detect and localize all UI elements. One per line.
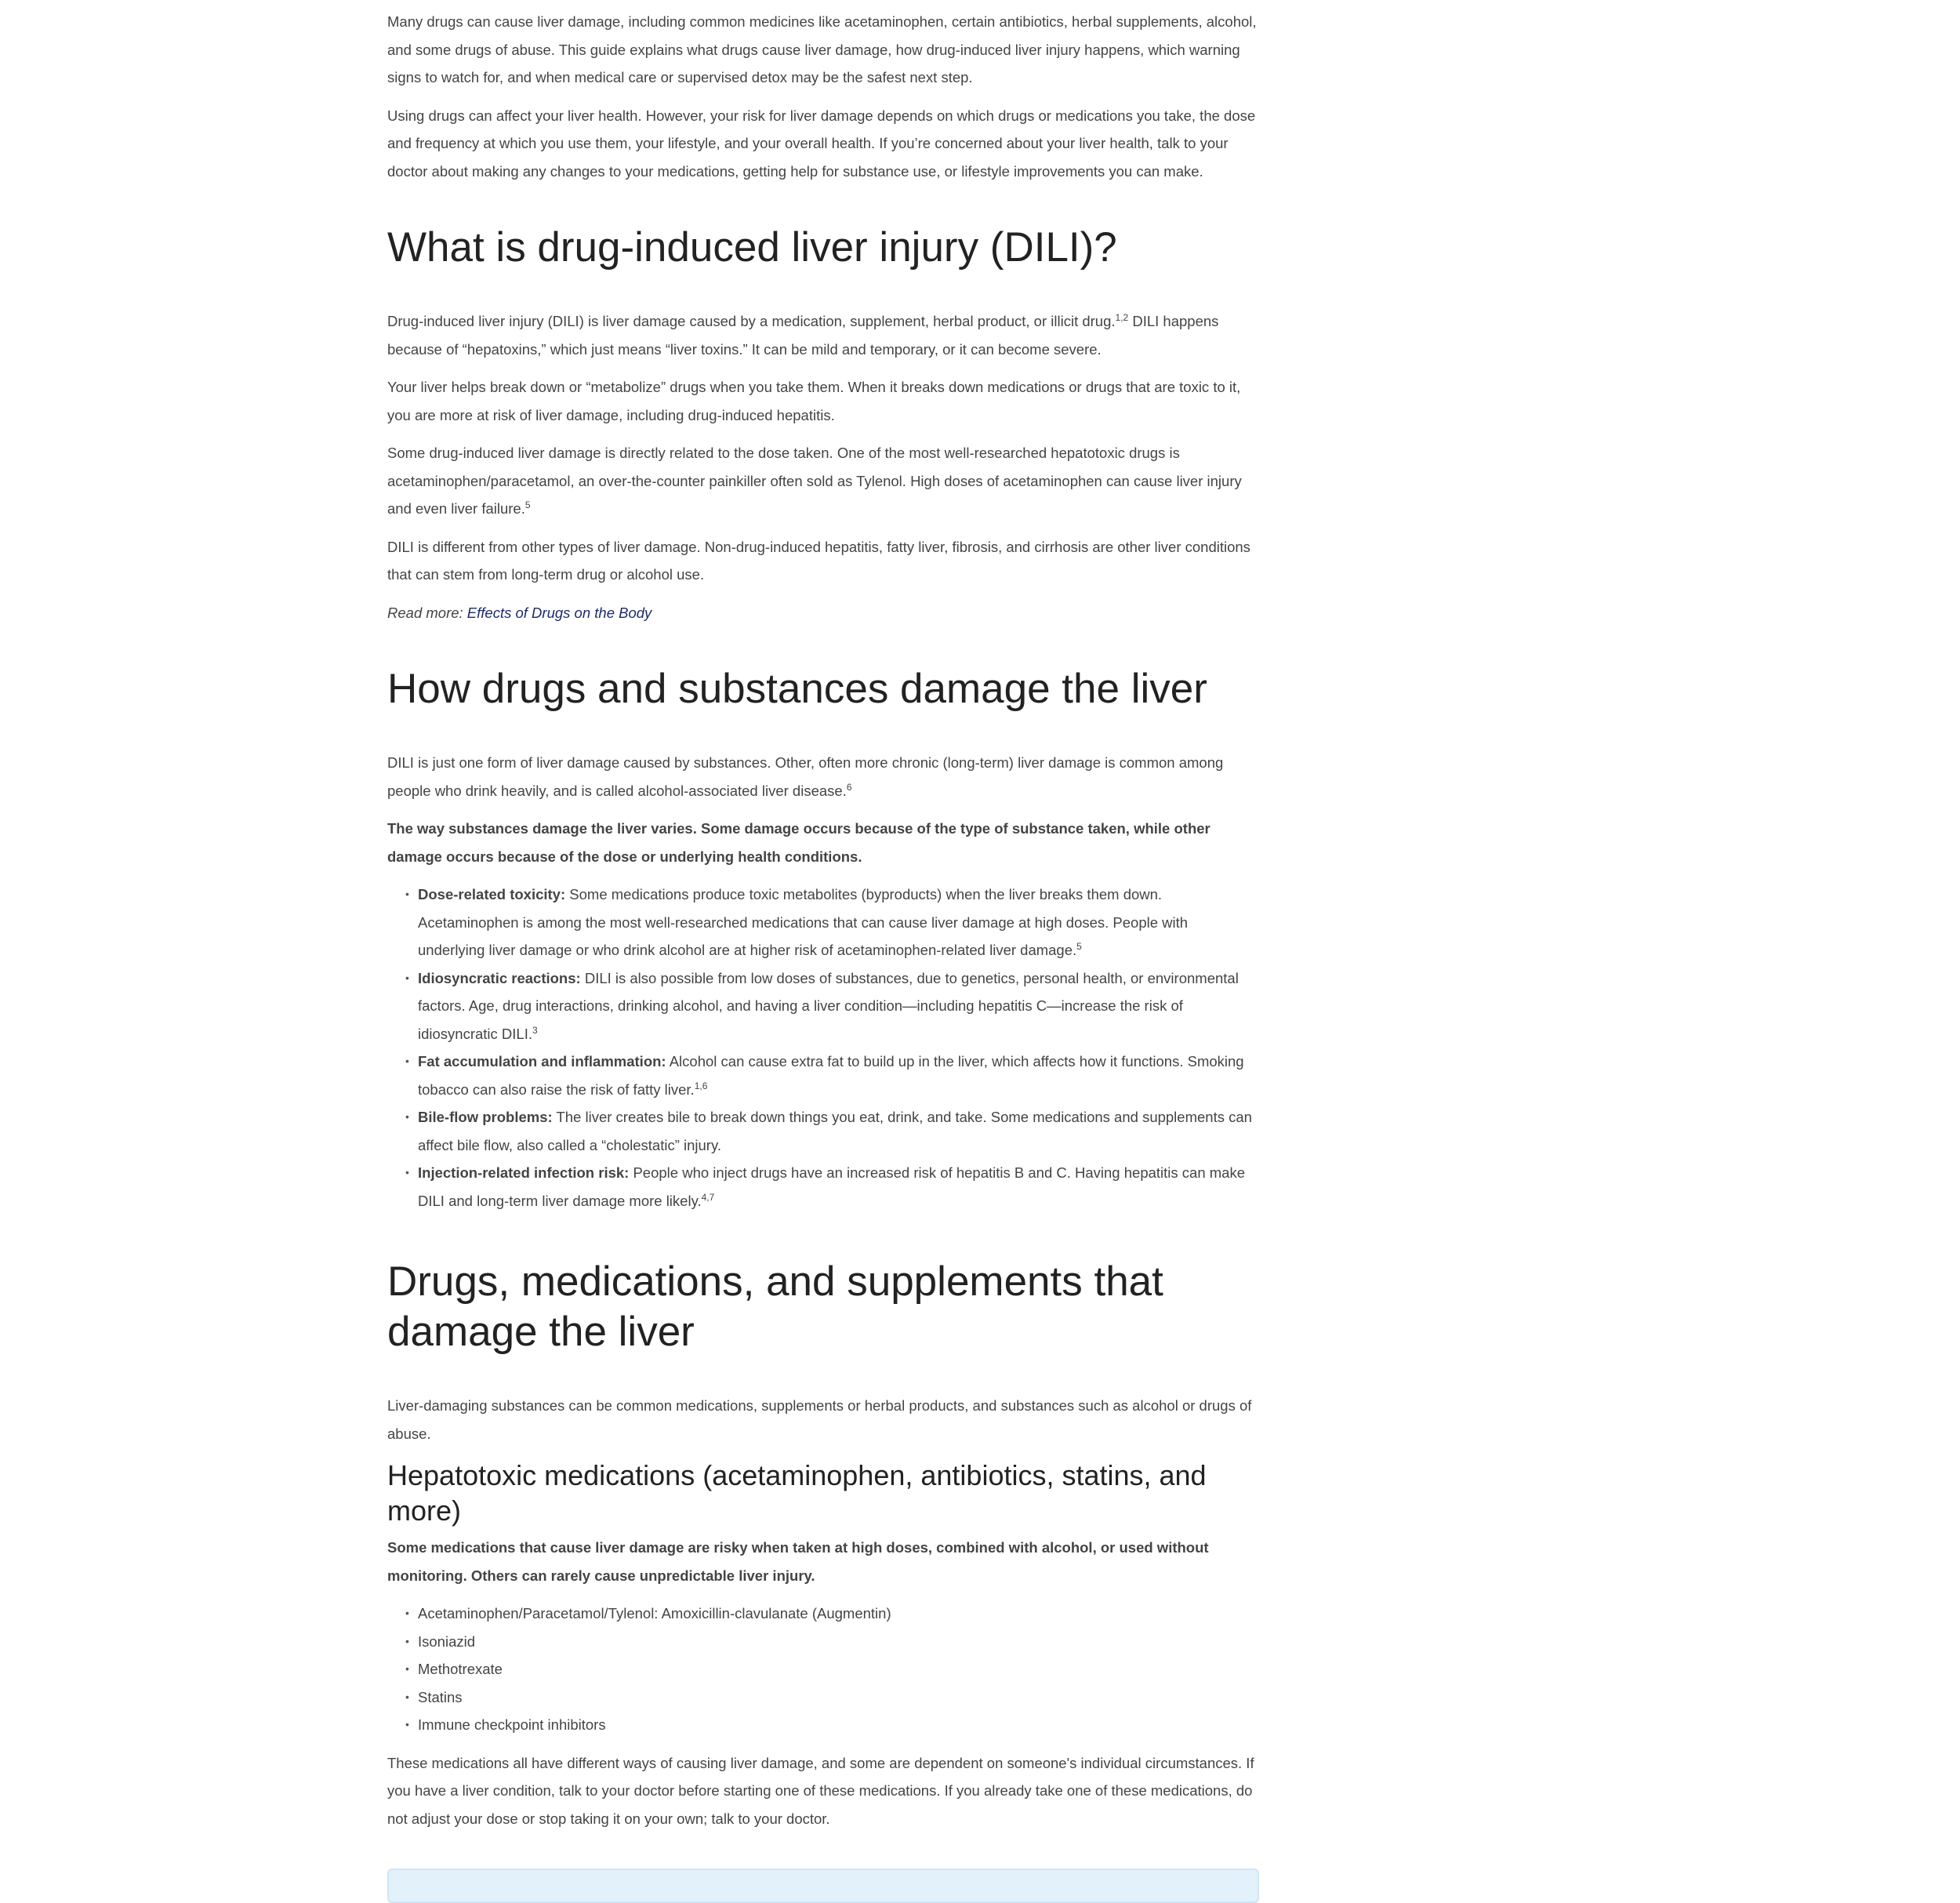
- citation: 1,2: [1115, 311, 1129, 323]
- citation: 1,6: [694, 1080, 708, 1091]
- citation: 5: [1076, 940, 1082, 952]
- intro-paragraph-2: Using drugs can affect your liver health. However, your risk for liver damage depends on which drugs or medications you take, the dose and frequency at which you use them, your lifestyle, and your overall health. If you’re concerned about your liver health, talk to your doctor about making any changes to your medications, getting help for substance use, or lifestyle improvements you can make.: [387, 107, 1256, 180]
- hepatotoxic-subheading: Hepatotoxic medications (acetaminophen, antibiotics, statins, and more): [387, 1459, 1207, 1527]
- read-more: Read more: Effects of Drugs on the Body: [387, 604, 652, 621]
- citation: 5: [524, 499, 531, 510]
- list-item: • Dose-related toxicity: Some medications produce toxic metabolites (byproducts) when the liver breaks them down. Acetaminophen is among the most well-researched medications that can cause liver damage at high doses. People with underlying liver damage or who drink alcohol are at higher risk of acetaminophen-related liver damage.$^5$: [418, 881, 1258, 964]
- list-item: • Methotrexate: [418, 1655, 1258, 1683]
- medications-list: [387, 1600, 1258, 1739]
- damage-mechanisms-list: [387, 881, 1258, 1215]
- list-item: • Injection-related infection risk: People who inject drugs have an increased risk of hepatitis B and C. Having hepatitis can make DILI and long-term liver damage more likely.$^{4,7}$: [418, 1159, 1258, 1215]
- intro-paragraph-1: Many drugs can cause liver damage, including common medicines like acetaminophen, certain antibiotics, herbal supplements, alcohol, and some drugs of abuse. This guide explains what drugs cause liver damage, how drug-induced liver injury happens, which warning signs to watch for, and when medical care or supervised detox may be the safest next step.: [387, 13, 1257, 85]
- list-item: • Acetaminophen/Paracetamol/Tylenol: Amoxicillin-clavulanate (Augmentin): [418, 1600, 1258, 1628]
- list-item: • Bile-flow problems: The liver creates bile to break down things you eat, drink, and take. Some medications and supplements can affect bile flow, also called a “cholestatic” injury.: [418, 1103, 1258, 1159]
- list-item: • Immune checkpoint inhibitors: [418, 1711, 1258, 1739]
- citation: 6: [846, 781, 852, 793]
- drugs-paragraph-1: Liver-damaging substances can be common medications, supplements or herbal products, and substances such as alcohol or drugs of abuse.: [387, 1397, 1252, 1442]
- list-item: • Idiosyncratic reactions: DILI is also possible from low doses of substances, due to genetics, personal health, or environmental factors. Age, drug interactions, drinking alcohol, and having a liver condition—including hepatitis C—increase the risk of idiosyncratic DILI.$^3$: [418, 964, 1258, 1048]
- callout-box: [387, 1868, 1259, 1903]
- how-paragraph-1: DILI is just one form of liver damage caused by substances. Other, often more chronic (long-term) liver damage is common among people who drink heavily, and is called alcohol-associated liver disease.$^6$: [387, 754, 1224, 799]
- list-item: • Statins: [418, 1683, 1258, 1712]
- citation: 4,7: [701, 1191, 715, 1203]
- dili-paragraph-4: DILI is different from other types of liver damage. Non-drug-induced hepatitis, fatty liver, fibrosis, and cirrhosis are other liver conditions that can stem from long-term drug or alcohol use.: [387, 538, 1250, 583]
- list-item: • Isoniazid: [418, 1628, 1258, 1656]
- how-paragraph-2: The way substances damage the liver varies. Some damage occurs because of the type of substance taken, while other damage occurs because of the dose or underlying health conditions.: [387, 820, 1210, 865]
- dili-paragraph-1: Drug-induced liver injury (DILI) is liver damage caused by a medication, supplement, herbal product, or illicit drug.$^{1,2}$ DILI happens because of “hepatoxins,” which just means “liver toxins.” It can be mild and temporary, or it can become severe.: [387, 311, 1219, 358]
- drugs-paragraph-2: Some medications that cause liver damage are risky when taken at high doses, combined with alcohol, or used without monitoring. Others can rarely cause unpredictable liver injury.: [387, 1539, 1209, 1584]
- read-more-link[interactable]: Effects of Drugs on the Body: [466, 604, 652, 621]
- dili-heading: What is drug-induced liver injury (DILI)?: [387, 224, 1117, 271]
- list-item: • Fat accumulation and inflammation: Alcohol can cause extra fat to build up in the liver, which affects how it functions. Smoking tobacco can also raise the risk of fatty liver.$^{1,6}$: [418, 1048, 1258, 1103]
- drugs-heading: Drugs, medications, and supplements that damage the liver: [387, 1258, 1163, 1355]
- citation: 3: [532, 1024, 538, 1036]
- dili-paragraph-3: Some drug-induced liver damage is directly related to the dose taken. One of the most well-researched hepatotoxic drugs is acetaminophen/paracetamol, an over-the-counter painkiller often sold as Tylenol. High doses of acetaminophen can cause liver injury and even liver failure.$^5$: [387, 445, 1242, 517]
- dili-paragraph-2: Your liver helps break down or “metabolize” drugs when you take them. When it breaks down medications or drugs that are toxic to it, you are more at risk of liver damage, including drug-induced hepatitis.: [387, 379, 1241, 423]
- article-column: [387, 0, 1258, 1843]
- drugs-paragraph-3: These medications all have different ways of causing liver damage, and some are dependent on someone's individual circumstances. If you have a liver condition, talk to your doctor before starting one of these medications. If you already take one of these medications, do not adjust your dose or stop taking it on your own; talk to your doctor.: [387, 1754, 1254, 1827]
- how-heading: How drugs and substances damage the liver: [387, 666, 1207, 712]
